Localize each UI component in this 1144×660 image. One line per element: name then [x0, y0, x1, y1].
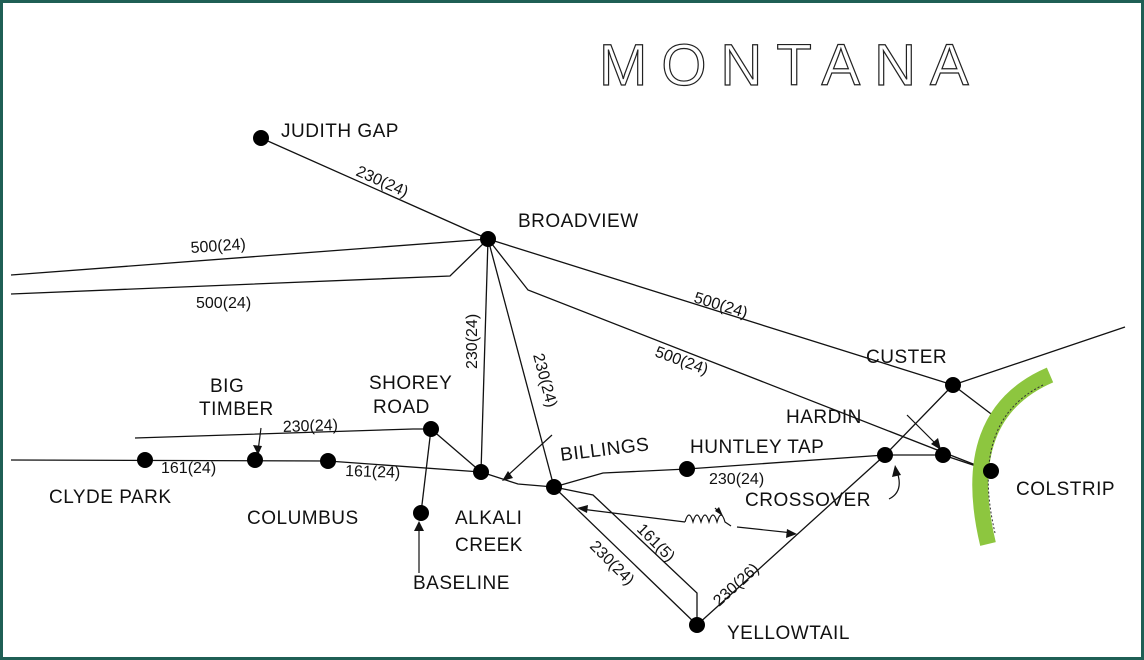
substations	[137, 130, 999, 633]
rating-billings-huntley: 230(24)	[709, 471, 765, 488]
node-judith-gap	[253, 130, 269, 146]
node-billings	[546, 479, 562, 495]
label-custer: CUSTER	[866, 347, 948, 368]
label-crossover: CROSSOVER	[745, 490, 871, 511]
rating-billings-yellowtail-161: 161(5)	[633, 520, 678, 566]
line-clyde-alkali	[11, 460, 481, 472]
reactor-coil	[685, 515, 731, 526]
arrow-head-baseline	[414, 521, 424, 531]
node-huntley-tap	[679, 461, 695, 477]
label-billings: BILLINGS	[559, 434, 651, 466]
rating-broadview-custer: 500(24)	[691, 289, 750, 322]
node-columbus	[320, 453, 336, 469]
coil-tick-head	[715, 507, 723, 516]
rating-judith-broadview: 230(24)	[353, 163, 411, 202]
rating-bigtimber-shorey: 230(24)	[282, 417, 339, 436]
node-hardin	[935, 447, 951, 463]
label-timber: TIMBER	[199, 399, 274, 420]
label-huntley-tap: HUNTLEY TAP	[690, 437, 825, 458]
node-yellowtail	[689, 617, 705, 633]
line-billings-yellowtail	[554, 487, 697, 625]
node-broadview	[480, 231, 496, 247]
rating-broadview-billings: 230(24)	[529, 351, 560, 410]
rating-broadview-colstrip: 500(24)	[652, 343, 711, 379]
label-judith-gap: JUDITH GAP	[281, 121, 399, 142]
line-broadview-alkali	[481, 239, 488, 472]
label-hardin: HARDIN	[786, 407, 862, 428]
label-road: ROAD	[373, 397, 430, 418]
line-shorey-alkali	[431, 429, 481, 472]
label-creek: CREEK	[455, 535, 523, 556]
rating-west-500-upper: 500(24)	[190, 236, 247, 257]
rating-columbus-alkali: 161(24)	[344, 463, 401, 482]
line-west-500-lower	[11, 239, 488, 294]
node-custer	[945, 377, 961, 393]
label-big: BIG	[210, 376, 245, 397]
node-shorey-road	[423, 421, 439, 437]
map-title: MONTANA	[599, 33, 983, 98]
node-clyde-park	[137, 452, 153, 468]
label-yellowtail: YELLOWTAIL	[727, 623, 850, 644]
label-clyde-park: CLYDE PARK	[49, 487, 172, 508]
line-shorey-baseline	[421, 429, 431, 513]
label-columbus: COLUMBUS	[247, 508, 359, 529]
label-alkali: ALKALI	[455, 508, 523, 529]
label-baseline: BASELINE	[413, 573, 510, 594]
rating-yellowtail-crossover: 230(26)	[710, 560, 763, 610]
transmission-map	[3, 3, 1141, 657]
label-colstrip: COLSTRIP	[1016, 479, 1116, 500]
highlight-arc	[980, 375, 1050, 544]
line-judith-broadview	[261, 138, 488, 239]
label-broadview: BROADVIEW	[518, 211, 639, 232]
line-alkali-billings	[481, 472, 554, 487]
rating-west-500-lower: 500(24)	[196, 295, 252, 312]
label-shorey: SHOREY	[369, 373, 453, 394]
line-crossover-custer	[885, 385, 953, 455]
arrow-head-coil-left	[577, 505, 588, 513]
rating-broadview-alkali: 230(24)	[464, 313, 481, 369]
line-broadview-custer	[488, 239, 1003, 423]
node-colstrip	[983, 463, 999, 479]
node-baseline	[413, 505, 429, 521]
line-west-500-upper	[11, 239, 488, 275]
arrow-head-crossover	[892, 465, 901, 477]
arrow-coil-right	[737, 527, 793, 533]
node-alkali-creek	[473, 464, 489, 480]
rating-billings-yellowtail: 230(24)	[586, 537, 638, 589]
rating-clyde-columbus: 161(24)	[161, 460, 217, 477]
arrow-coil-left	[581, 509, 685, 522]
arrow-hardin	[907, 415, 938, 446]
node-big-timber	[247, 452, 263, 468]
node-crossover	[877, 447, 893, 463]
